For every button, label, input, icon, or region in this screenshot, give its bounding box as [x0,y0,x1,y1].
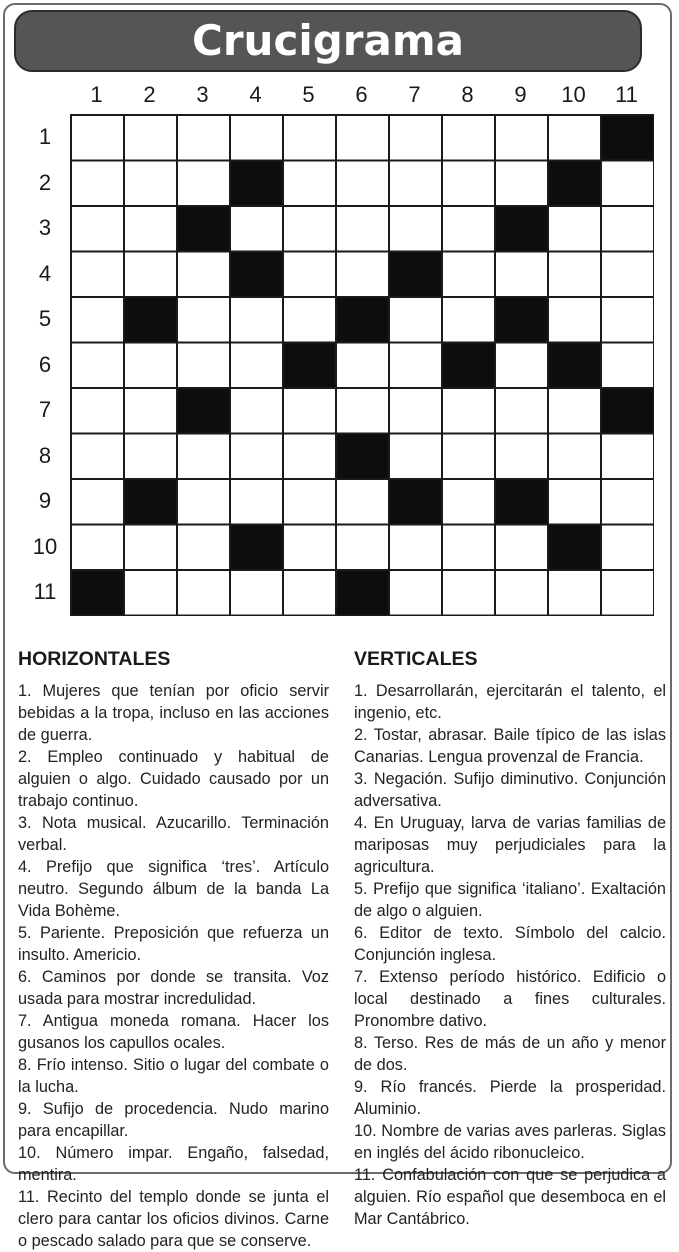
column-number: 6 [355,82,368,107]
grid-cell[interactable] [230,206,283,252]
grid-cell[interactable] [230,343,283,389]
horizontales-heading: HORIZONTALES [18,648,171,670]
clue-item: 11. Recinto del templo donde se junta el clero para cantar los oficios divinos. Carne o pescado salado para que se conserve. [18,1188,329,1250]
clue-item: 4. En Uruguay, larva de varias familias de mariposas muy perjudiciales para la agricultura. [354,814,666,876]
grid-cell[interactable] [442,479,495,525]
grid-cell[interactable] [230,297,283,343]
clue-item: 11. Confabulación con que se perjudica a alguien. Río español que desemboca en el Mar Cantábrico. [354,1166,666,1228]
grid-cell[interactable] [389,297,442,343]
black-cell [230,161,283,207]
grid-cell[interactable] [336,343,389,389]
row-number: 4 [38,260,52,286]
black-cell [230,252,283,298]
clue-item: 1. Desarrollarán, ejercitarán el talento, el ingenio, etc. [354,682,666,722]
verticales-heading: VERTICALES [354,648,478,670]
grid-cell[interactable] [177,343,230,389]
row-number: 10 [32,533,58,559]
grid-cell[interactable] [389,525,442,571]
grid-cell[interactable] [71,115,124,161]
grid-cell[interactable] [177,570,230,616]
column-number: 3 [196,82,209,107]
grid-cell[interactable] [177,479,230,525]
grid-cell[interactable] [124,252,177,298]
row-number: 5 [38,306,52,331]
grid-cell[interactable] [71,297,124,343]
clue-item: 2. Empleo continuado y habitual de alguien o algo. Cuidado causado por un trabajo continuo. [18,748,329,810]
grid-cell[interactable] [336,525,389,571]
title-banner [14,10,642,72]
black-cell [548,161,601,207]
grid-cell[interactable] [548,434,601,480]
grid-cell[interactable] [71,343,124,389]
grid-cell[interactable] [442,206,495,252]
grid-cell[interactable] [495,388,548,434]
row-number: 11 [33,579,57,604]
grid-cell[interactable] [601,434,654,480]
grid-cell[interactable] [283,570,336,616]
grid-cell[interactable] [230,570,283,616]
column-number: 1 [90,82,103,107]
horizontales-section [18,646,329,1252]
grid-cell[interactable] [495,343,548,389]
clue-item: 7. Extenso período histórico. Edificio o local destinado a fines culturales. Pronombre dativo. [354,968,666,1030]
horizontales-list [18,680,329,1252]
column-number: 11 [615,82,638,107]
grid-cell[interactable] [336,388,389,434]
grid-cell[interactable] [71,206,124,252]
grid-cell[interactable] [124,434,177,480]
row-number: 6 [38,351,52,377]
grid-cell[interactable] [442,252,495,298]
grid-cell[interactable] [442,570,495,616]
black-cell [548,525,601,571]
black-cell [124,479,177,525]
column-number: 7 [408,82,421,107]
verticales-list [354,680,666,1230]
grid-cell[interactable] [548,570,601,616]
black-cell [495,479,548,525]
grid-cell[interactable] [177,161,230,207]
black-cell [389,252,442,298]
row-number: 3 [38,215,52,240]
grid-cell[interactable] [495,525,548,571]
clue-item: 10. Nombre de varias aves parleras. Siglas en inglés del ácido ribonucleico. [354,1122,666,1162]
column-number: 8 [461,82,474,107]
column-number: 9 [514,82,527,107]
grid-cell[interactable] [389,206,442,252]
grid-cell[interactable] [283,434,336,480]
grid-cell[interactable] [548,297,601,343]
black-cell [548,343,601,389]
clue-item: 3. Nota musical. Azucarillo. Terminación verbal. [18,814,329,854]
grid-cell[interactable] [71,434,124,480]
row-number: 7 [38,397,52,422]
grid-cell[interactable] [442,525,495,571]
grid-cell[interactable] [601,479,654,525]
grid-cell[interactable] [283,479,336,525]
clue-item: 5. Prefijo que significa ‘italiano’. Exaltación de algo o alguien. [354,880,666,920]
grid-cell[interactable] [283,252,336,298]
clue-item: 3. Negación. Sufijo diminutivo. Conjunción adversativa. [354,770,666,810]
row-number: 1 [38,124,52,149]
black-cell [336,297,389,343]
grid-cell[interactable] [230,434,283,480]
grid-cell[interactable] [548,388,601,434]
grid-cell[interactable] [336,161,389,207]
grid-cell[interactable] [442,115,495,161]
black-cell [177,388,230,434]
column-number: 10 [561,82,586,107]
grid-cell[interactable] [71,388,124,434]
grid-cell[interactable] [601,161,654,207]
grid-cell[interactable] [283,525,336,571]
grid-cell[interactable] [124,525,177,571]
clue-item: 9. Sufijo de procedencia. Nudo marino para encapillar. [18,1100,329,1140]
grid-cell[interactable] [495,161,548,207]
grid-cell[interactable] [124,206,177,252]
grid-cell[interactable] [389,115,442,161]
clue-item: 6. Caminos por donde se transita. Voz usada para mostrar incredulidad. [18,968,329,1008]
row-number: 9 [38,488,52,513]
black-cell [230,525,283,571]
black-cell [442,343,495,389]
grid-cell[interactable] [389,388,442,434]
grid-cell[interactable] [336,206,389,252]
verticales-section [354,646,666,1230]
crossword-grid [70,114,654,616]
clue-item: 6. Editor de texto. Símbolo del calcio. Conjunción inglesa. [354,924,666,964]
grid-cell[interactable] [336,115,389,161]
grid-cell[interactable] [389,570,442,616]
clue-item: 5. Pariente. Preposición que refuerza un insulto. Americio. [18,924,329,964]
clue-item: 4. Prefijo que significa ‘tres’. Artículo neutro. Segundo álbum de la banda La Vida Bohème. [18,858,329,920]
grid-cell[interactable] [230,479,283,525]
grid-cell[interactable] [177,525,230,571]
black-cell [124,297,177,343]
grid-cell[interactable] [177,297,230,343]
grid-cell[interactable] [442,297,495,343]
grid-cell[interactable] [71,161,124,207]
grid-cell[interactable] [71,252,124,298]
clue-item: 2. Tostar, abrasar. Baile típico de las islas Canarias. Lengua provenzal de Francia. [354,726,666,766]
grid-cell[interactable] [177,115,230,161]
grid-cell[interactable] [548,206,601,252]
grid-cell[interactable] [548,479,601,525]
grid-cell[interactable] [230,115,283,161]
grid-cell[interactable] [548,115,601,161]
black-cell [177,206,230,252]
grid-cell[interactable] [124,388,177,434]
grid-cell[interactable] [177,434,230,480]
grid-cell[interactable] [71,479,124,525]
grid-cell[interactable] [336,252,389,298]
clue-item: 9. Río francés. Pierde la prosperidad. Aluminio. [354,1078,666,1118]
clue-item: 7. Antigua moneda romana. Hacer los gusanos los capullos ocales. [18,1012,329,1052]
row-number: 2 [38,169,52,195]
black-cell [336,434,389,480]
grid-cell[interactable] [124,161,177,207]
grid-cell[interactable] [336,479,389,525]
grid-cell[interactable] [495,434,548,480]
clue-item: 10. Número impar. Engaño, falsedad, mentira. [18,1144,329,1184]
black-cell [283,343,336,389]
grid-cell[interactable] [495,252,548,298]
grid-cell[interactable] [601,252,654,298]
grid-cell[interactable] [548,252,601,298]
grid-cell[interactable] [601,297,654,343]
grid-cell[interactable] [442,161,495,207]
grid-cell[interactable] [389,343,442,389]
column-number: 4 [249,82,262,107]
black-cell [71,570,124,616]
column-number: 2 [143,82,156,107]
grid-cell[interactable] [124,115,177,161]
page-title: Crucigrama [192,16,464,65]
black-cell [495,297,548,343]
grid-cell[interactable] [124,570,177,616]
grid-cell[interactable] [601,343,654,389]
grid-cell[interactable] [495,570,548,616]
black-cell [336,570,389,616]
grid-cell[interactable] [283,297,336,343]
grid-cell[interactable] [283,206,336,252]
column-number: 5 [302,82,315,107]
clue-item: 8. Terso. Res de más de un año y menor de dos. [354,1034,666,1074]
grid-cell[interactable] [177,252,230,298]
grid-cell[interactable] [601,570,654,616]
black-cell [601,115,654,161]
black-cell [601,388,654,434]
clue-item: 1. Mujeres que tenían por oficio servir bebidas a la tropa, incluso en las acciones de guerra. [18,682,329,744]
grid-cell[interactable] [283,161,336,207]
row-number: 8 [38,442,52,468]
grid-cell[interactable] [389,161,442,207]
grid-cell[interactable] [389,434,442,480]
black-cell [389,479,442,525]
grid-cell[interactable] [71,525,124,571]
black-cell [495,206,548,252]
clue-item: 8. Frío intenso. Sitio o lugar del combate o la lucha. [18,1056,329,1096]
grid-cell[interactable] [124,343,177,389]
grid-cell[interactable] [601,525,654,571]
grid-cell[interactable] [283,388,336,434]
grid-cell[interactable] [283,115,336,161]
grid-cell[interactable] [442,434,495,480]
grid-cell[interactable] [495,115,548,161]
grid-cell[interactable] [601,206,654,252]
grid-cell[interactable] [442,388,495,434]
grid-cell[interactable] [230,388,283,434]
